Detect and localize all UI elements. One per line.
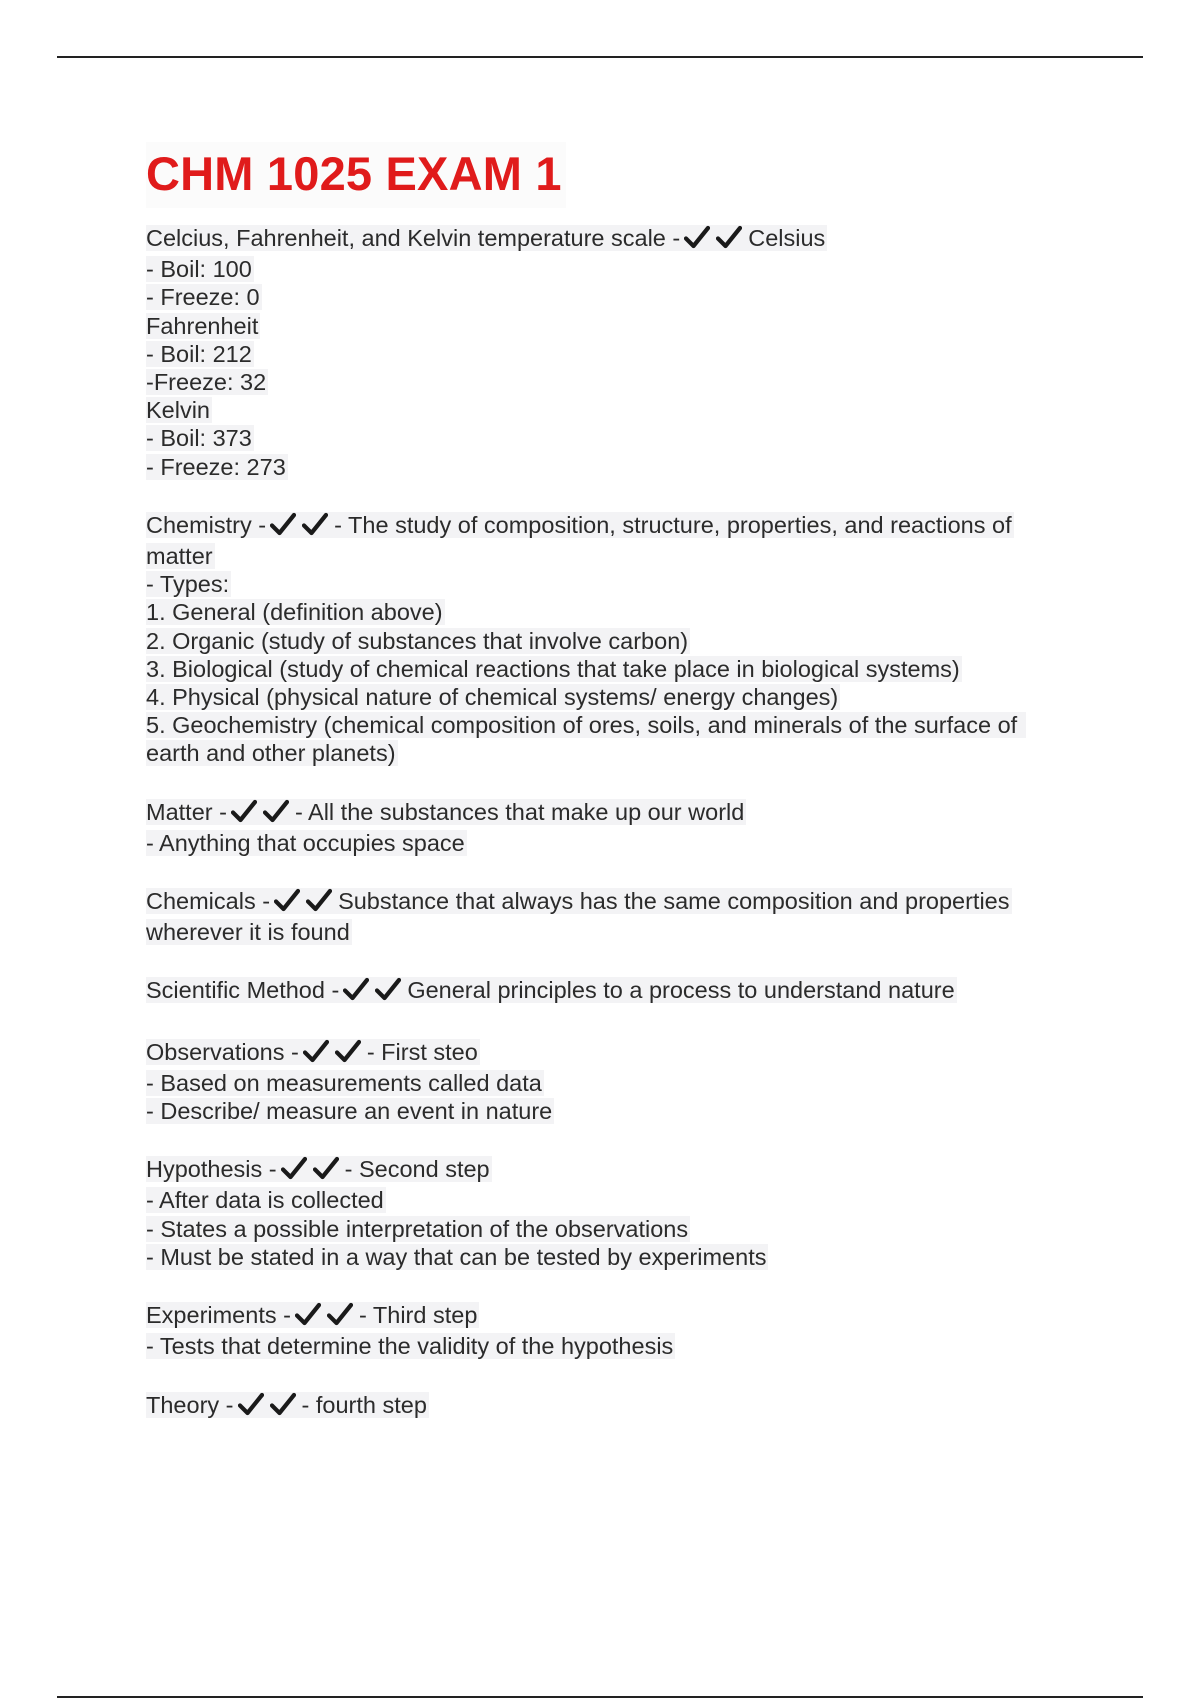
flashcard-list [146,224,1046,1422]
flashcard [146,1155,1046,1271]
double-check-icon [343,977,403,1007]
title-block [146,142,566,208]
check-icon [375,977,401,1001]
flashcard-term-line [146,798,1046,829]
bottom-rule [57,1696,1143,1698]
flashcard-answer-text: - Boil: 100 [146,256,252,283]
check-icon [281,1156,307,1180]
flashcard [146,887,1046,946]
flashcard [146,1301,1046,1360]
flashcard [146,1038,1046,1126]
flashcard-term-line [146,976,1046,1007]
flashcard-answer-line [146,255,1046,283]
top-rule [57,56,1143,58]
document-title: CHM 1025 EXAM 1 [146,147,562,200]
double-check-icon [238,1392,298,1422]
flashcard-answer-text: - Must be stated in a way that can be tested by experiments [146,1243,767,1270]
flashcard-term-line [146,1301,1046,1332]
flashcard-answer-text: 2. Organic (study of substances that involve carbon) [146,627,689,654]
flashcard-highlight [146,512,1014,569]
double-check-icon [274,888,334,918]
check-icon [295,1302,321,1326]
flashcard-answer-text: Fahrenheit [146,312,259,339]
flashcard-answer-line [146,340,1046,368]
flashcard-answer-line [146,1097,1046,1125]
flashcard-answer-text: - Describe/ measure an event in nature [146,1098,553,1125]
flashcard-highlight [146,1156,492,1182]
flashcard-answer-line [146,396,1046,424]
check-icon [343,977,369,1001]
flashcard-answer-text: - Tests that determine the validity of the hypothesis [146,1333,674,1360]
double-check-icon [303,1039,363,1069]
check-icon [274,888,300,912]
flashcard-answer-line [146,683,1046,711]
check-icon [263,799,289,823]
document-body [146,142,1046,1452]
flashcard-answer-text: - Boil: 212 [146,340,252,367]
flashcard-highlight [146,799,746,825]
flashcard-answer-text: - States a possible interpretation of the observations [146,1215,689,1242]
flashcard-answer-first: - All the substances that make up our world [294,798,745,825]
flashcard-answer-first: Celsius [748,225,826,251]
flashcard-answer-first: - Third step [358,1302,478,1329]
double-check-icon [231,799,291,829]
flashcard-answer-text: - Freeze: 273 [146,453,286,480]
flashcard-answer-line [146,424,1046,452]
flashcard-answer-line [146,453,1046,481]
check-icon [302,512,328,536]
check-icon [270,1392,296,1416]
flashcard-term: Scientific Method - [146,977,340,1004]
flashcard-answer-line [146,1243,1046,1271]
flashcard-answer-text: -Freeze: 32 [146,369,267,396]
flashcard-answer-text: 5. Geochemistry (chemical composition of ores, soils, and minerals of the surface of earth and other planets) [146,712,1024,767]
flashcard-term: Chemistry - [146,511,267,538]
flashcard-term: Celcius, Fahrenheit, and Kelvin temperature scale - [146,225,681,251]
flashcard-term-line [146,224,1046,255]
flashcard-answer-line [146,570,1046,598]
flashcard [146,511,1046,768]
flashcard-term: Chemicals - [146,888,271,915]
flashcard-term-line [146,1038,1046,1069]
flashcard-highlight [146,225,827,251]
flashcard-highlight [146,1302,479,1328]
flashcard-term-line [146,1391,1046,1422]
flashcard-answer-first: General principles to a process to understand nature [407,977,955,1004]
check-icon [303,1039,329,1063]
check-icon [313,1156,339,1180]
double-check-icon [270,512,330,542]
flashcard-highlight [146,1392,429,1418]
flashcard-answer-text: Kelvin [146,397,211,424]
double-check-icon [684,225,744,255]
flashcard [146,976,1046,1007]
flashcard-term: Matter - [146,798,227,825]
double-check-icon [281,1156,341,1186]
flashcard-answer-line [146,655,1046,683]
flashcard-term-line [146,511,1046,570]
flashcard-answer-first: - The study of composition, structure, properties, and reactions of matter [146,511,1012,570]
double-check-icon [295,1302,355,1332]
flashcard-answer-text: - Boil: 373 [146,425,252,452]
flashcard-answer-text: - Based on measurements called data [146,1069,542,1096]
flashcard-highlight [146,1039,480,1065]
flashcard-answer-text: - After data is collected [146,1187,384,1214]
flashcard-highlight [146,977,957,1003]
flashcard-answer-line [146,1215,1046,1243]
check-icon [716,225,742,249]
flashcard-answer-first: Substance that always has the same composition and properties wherever it is found [146,888,1010,946]
flashcard-answer-first: - Second step [344,1156,490,1183]
flashcard-answer-text: 4. Physical (physical nature of chemical systems/ energy changes) [146,684,839,711]
flashcard-term: Theory - [146,1391,234,1418]
flashcard-highlight [146,888,1012,945]
flashcard-answer-line [146,829,1046,857]
flashcard-answer-line [146,368,1046,396]
flashcard-answer-text: - Freeze: 0 [146,284,260,311]
flashcard-answer-line [146,312,1046,340]
check-icon [270,512,296,536]
flashcard-answer-line [146,598,1046,626]
flashcard-answer-text: 3. Biological (study of chemical reactions that take place in biological systems) [146,655,960,682]
check-icon [238,1392,264,1416]
check-icon [306,888,332,912]
flashcard-answer-line [146,1069,1046,1097]
flashcard [146,1391,1046,1422]
check-icon [327,1302,353,1326]
flashcard-term: Observations - [146,1038,299,1065]
flashcard-term-line [146,887,1046,946]
flashcard-term: Hypothesis - [146,1156,277,1183]
flashcard-answer-first: - First steo [366,1038,478,1065]
flashcard-term-line [146,1155,1046,1186]
check-icon [684,225,710,249]
flashcard-answer-line [146,1332,1046,1360]
flashcard-term: Experiments - [146,1302,291,1329]
flashcard-answer-line [146,283,1046,311]
flashcard [146,224,1046,481]
flashcard-answer-text: - Types: [146,571,230,598]
flashcard-answer-line [146,1186,1046,1214]
check-icon [335,1039,361,1063]
flashcard-answer-first: - fourth step [301,1391,427,1418]
flashcard [146,798,1046,857]
flashcard-answer-line [146,711,1046,767]
flashcard-answer-text: - Anything that occupies space [146,829,465,856]
check-icon [231,799,257,823]
flashcard-answer-line [146,627,1046,655]
flashcard-answer-text: 1. General (definition above) [146,599,443,626]
